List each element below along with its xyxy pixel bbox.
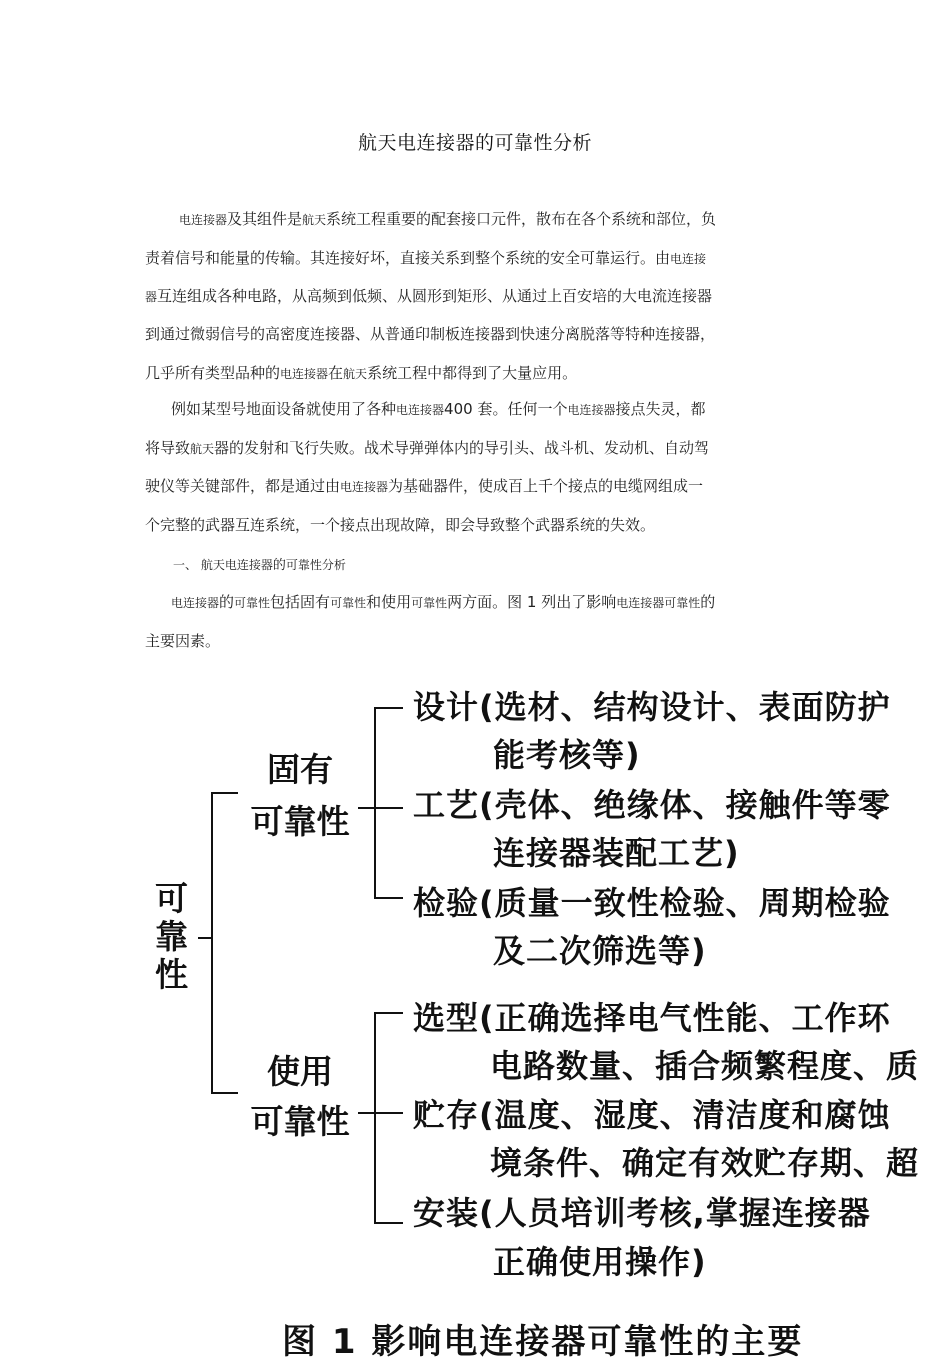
branch-usage-line-2: 可靠性 <box>250 1102 350 1141</box>
root-bracket <box>212 793 238 1093</box>
text-segment: 及其组件是 <box>227 210 303 228</box>
branch-inherent-line-1: 固有 <box>267 750 333 789</box>
text-segment: 器的发射和飞行失败。战术导弹弹体内的导引头、战斗机、发动机、自动驾 <box>214 439 710 457</box>
text-segment: 个完整的武器互连系统，一个接点出现故障，即会导致整个武器系统的失效。 <box>145 516 656 534</box>
text-segment: 电连接器 <box>567 403 616 417</box>
text-segment: 例如某型号地面设备就使用了各种 <box>171 400 397 418</box>
leaf-storage-line-1: 贮存(温度、湿度、清洁度和腐蚀 <box>413 1096 891 1134</box>
text-segment: 电连接器 <box>171 596 220 610</box>
paragraph-line <box>145 323 715 345</box>
paragraph-line <box>145 247 706 269</box>
text-segment: 责着信号和能量的传输。其连接好坏，直接关系到整个系统的安全可靠运行。由 <box>145 249 671 267</box>
text-segment: 系统工程中都得到了大量应用。 <box>367 364 578 382</box>
root-label-2: 靠 <box>155 917 188 956</box>
text-segment: 包括固有 <box>270 593 331 611</box>
text-segment: 电连接器可靠性 <box>616 596 701 610</box>
text-segment: 几乎所有类型品种的 <box>145 364 281 382</box>
paragraph-line <box>179 208 716 230</box>
text-segment: 套。任何一个 <box>472 400 568 418</box>
paragraph-line <box>145 285 712 307</box>
text-segment: 和使用 <box>366 593 412 611</box>
document-title: 航天电连接器的可靠性分析 <box>357 132 592 154</box>
text-segment: 为基础器件，使成百上千个接点的电缆网组成一 <box>388 477 704 495</box>
text-segment: 航天 <box>302 213 327 227</box>
leaf-process-line-1: 工艺(壳体、绝缘体、接触件等零 <box>413 786 891 824</box>
paragraph-line <box>171 398 705 420</box>
leaf-process-line-2: 连接器装配工艺) <box>493 834 740 872</box>
text-segment: 的 <box>219 593 235 611</box>
text-segment: 器 <box>145 290 158 304</box>
paragraph-line <box>145 514 655 536</box>
leaf-selection-line-1: 选型(正确选择电气性能、工作环 <box>413 999 891 1037</box>
paragraph-line <box>145 475 703 497</box>
text-segment: 电连接器 <box>179 213 228 227</box>
leaf-design-line-1: 设计(选材、结构设计、表面防护 <box>413 688 891 726</box>
text-segment: 列出了影响 <box>536 593 617 611</box>
text-segment: 接点失灵，都 <box>615 400 706 418</box>
text-segment: 系统工程重要的配套接口元件，散布在各个系统和部位，负 <box>326 210 717 228</box>
text-segment: 可靠性 <box>330 596 367 610</box>
root-label-1: 可 <box>155 879 188 918</box>
text-segment: 电连接 <box>670 252 707 266</box>
text-segment: 一、 航天电连接器 <box>173 558 273 572</box>
figure-caption: 图 1 影响电连接器可靠性的主要 <box>282 1322 804 1362</box>
text-segment: 互连组成各种电路，从高频到低频、从圆形到矩形、从通过上百安培的大电流连接器 <box>157 287 713 305</box>
leaf-install-line-2: 正确使用操作) <box>493 1243 707 1281</box>
text-segment: 将导致 <box>145 439 191 457</box>
text-segment: 1 <box>526 593 537 611</box>
leaf-storage-line-2: 境条件、确定有效贮存期、超 <box>490 1144 920 1182</box>
paragraph-line <box>145 437 709 459</box>
text-segment: 可靠性 <box>411 596 448 610</box>
branch-usage-line-1: 使用 <box>267 1052 333 1091</box>
text-segment: 电连接器 <box>340 480 389 494</box>
text-segment: 到通过微弱信号的高密度连接器、从普通印制板连接器到快速分离脱落等特种连接器， <box>145 325 716 343</box>
inherent-bracket <box>375 708 403 898</box>
section-heading-line <box>173 554 346 576</box>
root-label-3: 性 <box>155 955 188 994</box>
paragraph-line <box>145 630 220 652</box>
text-segment: 的 <box>700 593 716 611</box>
text-segment: 两方面。图 <box>447 593 527 611</box>
text-segment: 电连接器 <box>396 403 445 417</box>
text-segment: 驶仪等关键部件，都是通过由 <box>145 477 341 495</box>
usage-bracket <box>375 1013 403 1223</box>
text-segment: 可靠性分析 <box>285 558 346 572</box>
text-segment: 主要因素。 <box>145 632 221 650</box>
leaf-selection-line-2: 电路数量、插合频繁程度、质 <box>490 1047 920 1085</box>
text-segment: 航天 <box>190 442 215 456</box>
leaf-inspection-line-1: 检验(质量一致性检验、周期检验 <box>413 884 891 922</box>
text-segment: 在 <box>328 364 344 382</box>
reliability-tree-diagram <box>0 660 950 1362</box>
leaf-install-line-1: 安装(人员培训考核,掌握连接器 <box>413 1194 871 1232</box>
paragraph-line <box>145 362 577 384</box>
paragraph-line <box>171 591 715 613</box>
text-segment: 400 <box>444 400 473 418</box>
leaf-design-line-2: 能考核等) <box>493 736 641 774</box>
leaf-inspection-line-2: 及二次筛选等) <box>493 932 707 970</box>
text-segment: 电连接器 <box>280 367 329 381</box>
text-segment: 的 <box>272 558 286 573</box>
text-segment: 可靠性 <box>234 596 271 610</box>
branch-inherent-line-2: 可靠性 <box>250 802 350 841</box>
text-segment: 航天 <box>343 367 368 381</box>
